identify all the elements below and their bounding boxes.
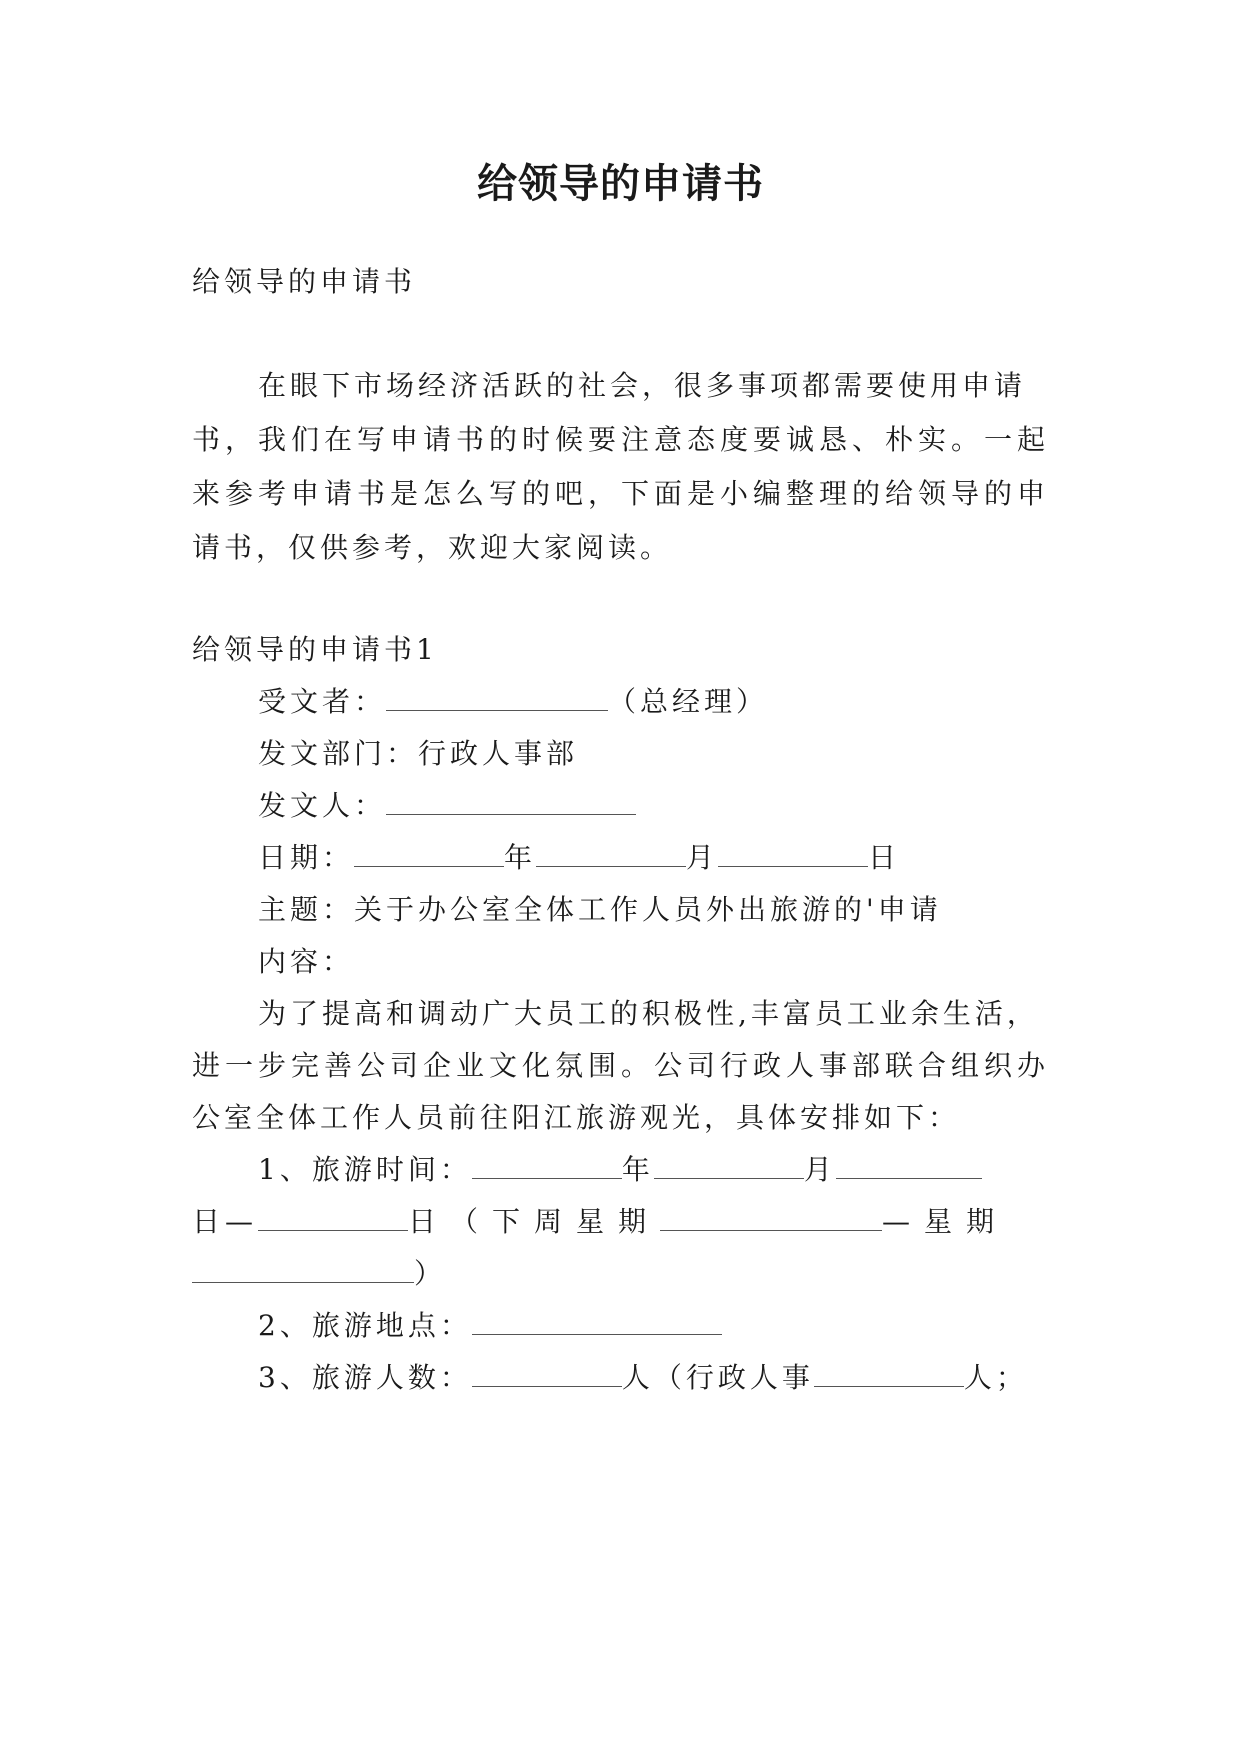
date-day-text: 日 (868, 841, 901, 874)
recipient-label: 受文者： (258, 685, 387, 718)
intro-line-4: 请书，仅供参考，欢迎大家阅读。 (192, 531, 673, 564)
item1-day-blank (836, 1152, 982, 1179)
item1-day2-text: 日（下周星期 (408, 1205, 661, 1238)
body-line-2: 进一步完善公司企业文化氛围。公司行政人事部联合组织办 (192, 1049, 1051, 1082)
item1-month-blank (654, 1152, 804, 1179)
intro-line-1: 在眼下市场经济活跃的社会，很多事项都需要使用申请 (258, 369, 1027, 402)
item1-line-2 (192, 1202, 1052, 1242)
item1-to-week: —星期 (882, 1205, 1009, 1238)
sender-label: 发文人： (258, 789, 387, 822)
intro-line-3: 来参考申请书是怎么写的吧，下面是小编整理的给领导的申 (192, 477, 1051, 510)
intro-line-2: 书，我们在写申请书的时候要注意态度要诚恳、朴实。一起 (192, 423, 1051, 456)
item1-day-dash: 日— (192, 1205, 259, 1238)
date-year-blank (354, 840, 504, 867)
body-line-1: 为了提高和调动广大员工的积极性,丰富员工业余生活， (258, 997, 1039, 1030)
section1-heading: 给领导的申请书1 (192, 633, 438, 666)
date-month-text: 月 (686, 841, 719, 874)
date-day-blank (718, 840, 868, 867)
document-title: 给领导的申请书 (477, 161, 764, 207)
item3-line (258, 1358, 1052, 1398)
item1-year-text: 年 (621, 1153, 654, 1186)
date-line (258, 838, 1052, 878)
content-label: 内容： (258, 945, 355, 978)
recipient-suffix: （总经理） (608, 685, 769, 718)
date-year-text: 年 (504, 841, 537, 874)
subject-line: 主题：关于办公室全体工作人员外出旅游的'申请 (258, 893, 942, 926)
item1-close: ） (414, 1257, 447, 1290)
item1-year-blank (472, 1152, 622, 1179)
item2-blank (472, 1308, 722, 1335)
item1-week-blank (660, 1204, 882, 1231)
date-label: 日期： (258, 841, 355, 874)
item1-line-1 (258, 1150, 1052, 1190)
item3-admin-blank (814, 1360, 964, 1387)
body-line-3: 公室全体工作人员前往阳江旅游观光，具体安排如下： (192, 1101, 961, 1134)
sender-blank (386, 788, 636, 815)
item3-label: 3、旅游人数： (258, 1361, 472, 1394)
item1-week2-blank (192, 1256, 414, 1283)
item3-end: 人； (963, 1361, 1028, 1394)
sender-line (258, 786, 1052, 826)
item2-line (258, 1306, 1052, 1346)
document-subtitle: 给领导的申请书 (192, 265, 417, 298)
date-month-blank (536, 840, 686, 867)
item1-month-text: 月 (803, 1153, 836, 1186)
item1-day2-blank (258, 1204, 408, 1231)
item1-label: 1、旅游时间： (258, 1153, 472, 1186)
item3-count-blank (472, 1360, 622, 1387)
item1-line-3 (192, 1254, 1052, 1294)
department-line: 发文部门：行政人事部 (258, 737, 579, 770)
recipient-line (258, 682, 1052, 722)
recipient-blank (386, 684, 608, 711)
item3-person: 人（行政人事 (621, 1361, 814, 1394)
item2-label: 2、旅游地点： (258, 1309, 472, 1342)
